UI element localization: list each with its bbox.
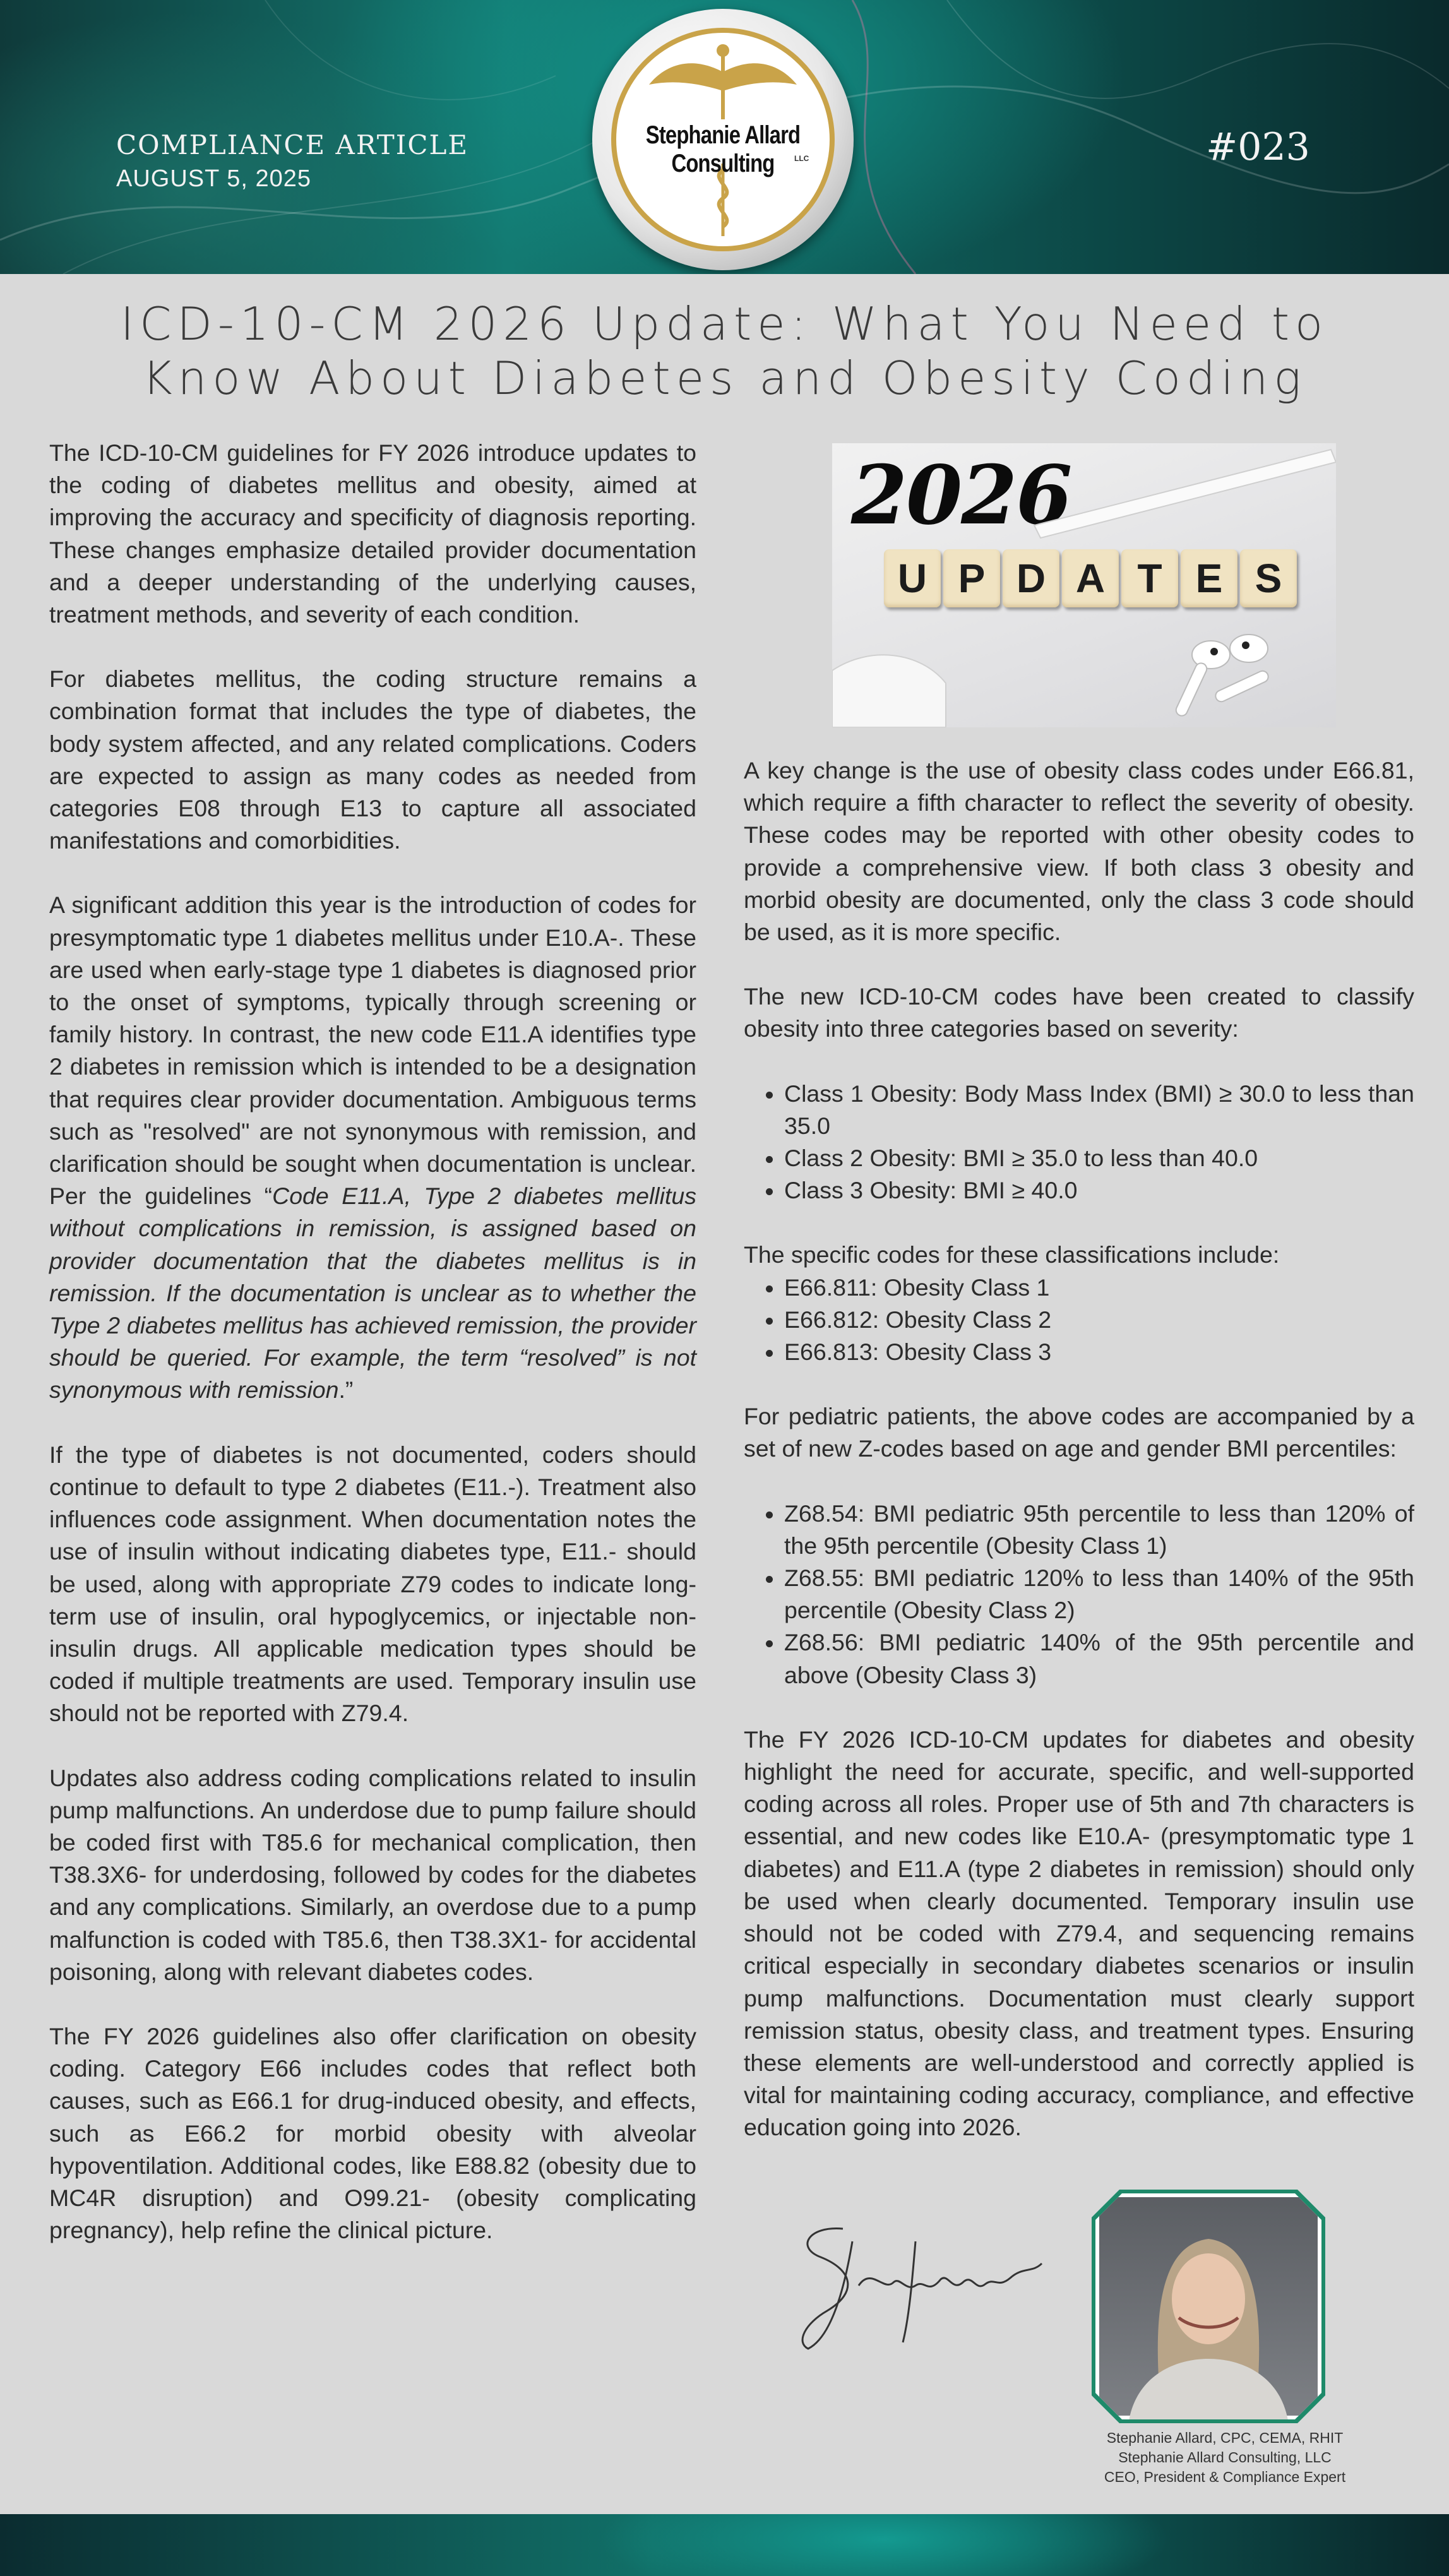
header-banner xyxy=(0,0,1449,274)
logo-llc-text: LLC xyxy=(794,154,809,163)
updates-2026-image xyxy=(832,443,1336,727)
article-type-label: COMPLIANCE ARTICLE xyxy=(116,129,469,160)
paragraph: The new ICD-10-CM codes have been created to classify obesity into three categories based on severity: xyxy=(744,983,1414,1042)
paragraph-with-quote xyxy=(49,889,696,1406)
pediatric-code-list xyxy=(744,1498,1414,1691)
author-name: Stephanie Allard, CPC, CEMA, RHIT xyxy=(1106,2430,1344,2446)
author-role: CEO, President & Compliance Expert xyxy=(1104,2469,1346,2485)
article-title: ICD-10-CM 2026 Update: What You Need to Know About Diabetes and Obesity Coding xyxy=(120,297,1329,405)
article-date: AUGUST 5, 2025 xyxy=(116,165,312,192)
company-logo xyxy=(592,9,854,270)
spacer xyxy=(744,1368,1414,1400)
list-item: • E66.813: Obesity Class 3 xyxy=(784,1336,1414,1368)
author-photo xyxy=(1090,2188,1327,2424)
paragraph: The FY 2026 ICD-10-CM updates for diabetes and obesity highlight the need for accurate, specific, and well-supported coding across all roles. Proper use of 5th and 7th characters is essential, and new codes like E10.A- (presymptomatic type 1 diabetes) and E11.A (type 2 diabetes in remission) should only be used when clearly documented. Temporary insulin use should not be coded with Z79.4, and sequencing remains critical especially in secondary diabetes scenarios or insulin pump malfunctions. Documentation must clearly support remission status, obesity class, and treatment types. Ensuring these elements are well-understood and correctly applied is vital for maintaining coding accuracy, compliance, and effective education going into 2026. xyxy=(744,1726,1414,2141)
list-item: • Class 1 Obesity: Body Mass Index (BMI) ≥ 30.0 to less than 35.0 xyxy=(784,1078,1414,1142)
guideline-quote: Code E11.A, Type 2 diabetes mellitus without complications in remission, is assigned based on provider documentation that the diabetes mellitus is in remission. If the documentation is unclear as to whether the Type 2 diabetes mellitus has achieved remission, the provider should be queried. For example, the term “resolved” is not synonymous with remission xyxy=(49,1183,696,1404)
list-item: • Z68.55: BMI pediatric 120% to less than 140% of the 95th percentile (Obesity Class 2) xyxy=(784,1562,1414,1626)
letter-tile: E xyxy=(1181,549,1237,607)
list-item: • E66.811: Obesity Class 1 xyxy=(784,1272,1414,1304)
spacer xyxy=(744,1691,1414,1724)
letter-tile: S xyxy=(1240,549,1297,607)
right-column xyxy=(744,754,1414,2176)
paragraph: For diabetes mellitus, the coding structure remains a combination format that includes the type of diabetes, the body system affected, and any related complications. Coders are expected to assign as many codes as needed from categories E08 through E13 to capture all associated manifestations and comorbidities. xyxy=(49,665,696,854)
paragraph: Updates also address coding complications related to insulin pump malfunctions. An underdose due to pump failure should be coded first with T85.6 for mechanical complication, then T38.3X6- for underdosing, followed by codes for the diabetes and any complications. Similarly, an overdose due to a pump malfunction is coded with T85.6, then T38.3X1- for accidental poisoning, along with relevant diabetes codes. xyxy=(49,1764,696,1985)
obesity-class-list xyxy=(744,1078,1414,1207)
letter-tile: P xyxy=(943,549,1000,607)
paragraph: A key change is the use of obesity class codes under E66.81, which require a fifth character to reflect the severity of obesity. These codes may be reported with other obesity codes to provide a comprehensive view. If both class 3 obesity and morbid obesity are documented, only the class 3 code should be used, as it is more specific. xyxy=(744,757,1414,946)
letter-tile: D xyxy=(1003,549,1059,607)
letter-tile: T xyxy=(1121,549,1178,607)
image-year-text: 2026 xyxy=(851,448,1071,543)
paragraph: For pediatric patients, the above codes are accompanied by a set of new Z-codes based on age and gender BMI percentiles: xyxy=(744,1403,1414,1462)
paragraph: The FY 2026 guidelines also offer clarification on obesity coding. Category E66 includes codes that reflect both causes, such as E66.1 for drug-induced obesity, and effects, such as E66.2 for morbid obesity with alveolar hypoventilation. Additional codes, like E88.82 (obesity due to MC4R disruption) and O99.21- (obesity complicating pregnancy), help refine the clinical picture. xyxy=(49,2022,696,2244)
footer-banner xyxy=(0,2514,1449,2576)
list-item: • Z68.56: BMI pediatric 140% of the 95th percentile and above (Obesity Class 3) xyxy=(784,1626,1414,1691)
list-item: • Class 2 Obesity: BMI ≥ 35.0 to less than 40.0 xyxy=(784,1142,1414,1174)
list-item: • Class 3 Obesity: BMI ≥ 40.0 xyxy=(784,1174,1414,1207)
list-item: • Z68.54: BMI pediatric 95th percentile to less than 120% of the 95th percentile (Obesity Class 1) xyxy=(784,1498,1414,1562)
paragraph: The specific codes for these classifications include: xyxy=(744,1241,1280,1268)
paragraph: The ICD-10-CM guidelines for FY 2026 introduce updates to the coding of diabetes mellitus and obesity, aimed at improving the accuracy and specificity of diagnosis reporting. These changes emphasize detailed provider documentation and a deeper understanding of the underlying causes, treatment methods, and severity of each condition. xyxy=(49,439,696,628)
quote-end: .” xyxy=(338,1376,354,1404)
letter-tiles xyxy=(884,549,1297,607)
spacer xyxy=(744,1207,1414,1239)
issue-number: #023 xyxy=(1206,125,1310,169)
author-caption xyxy=(1073,2428,1376,2487)
logo-company-name: Stephanie Allard Consulting xyxy=(645,121,801,177)
paragraph-text: A significant addition this year is the introduction of codes for presymptomatic type 1 diabetes mellitus under E10.A-. These are used when early-stage type 1 diabetes is diagnosed prior to the onset of symptoms, typically through screening or family history. In contrast, the new code E11.A identifies type 2 diabetes in remission which is intended to be a designation that requires clear provider documentation. Ambiguous terms such as "resolved" are not synonymous with remission, and clarification should be sought when documentation is unclear. Per the guidelines “ xyxy=(49,891,696,1210)
list-item: • E66.812: Obesity Class 2 xyxy=(784,1304,1414,1336)
author-signature xyxy=(783,2203,1061,2355)
left-column xyxy=(49,437,696,2279)
paragraph: If the type of diabetes is not documented, coders should continue to default to type 2 diabetes (E11.-). Treatment also influences code assignment. When documentation notes the use of insulin without indicating diabetes type, E11.- should be used, along with appropriate Z79 codes to indicate long-term use of insulin, oral hypoglycemics, or injectable non-insulin drugs. All applicable medication types should be coded if multiple treatments are used. Temporary insulin use should not be reported with Z79.4. xyxy=(49,1441,696,1727)
letter-tile: A xyxy=(1062,549,1119,607)
obesity-code-list xyxy=(744,1272,1414,1369)
letter-tile: U xyxy=(884,549,941,607)
author-company: Stephanie Allard Consulting, LLC xyxy=(1118,2449,1332,2466)
